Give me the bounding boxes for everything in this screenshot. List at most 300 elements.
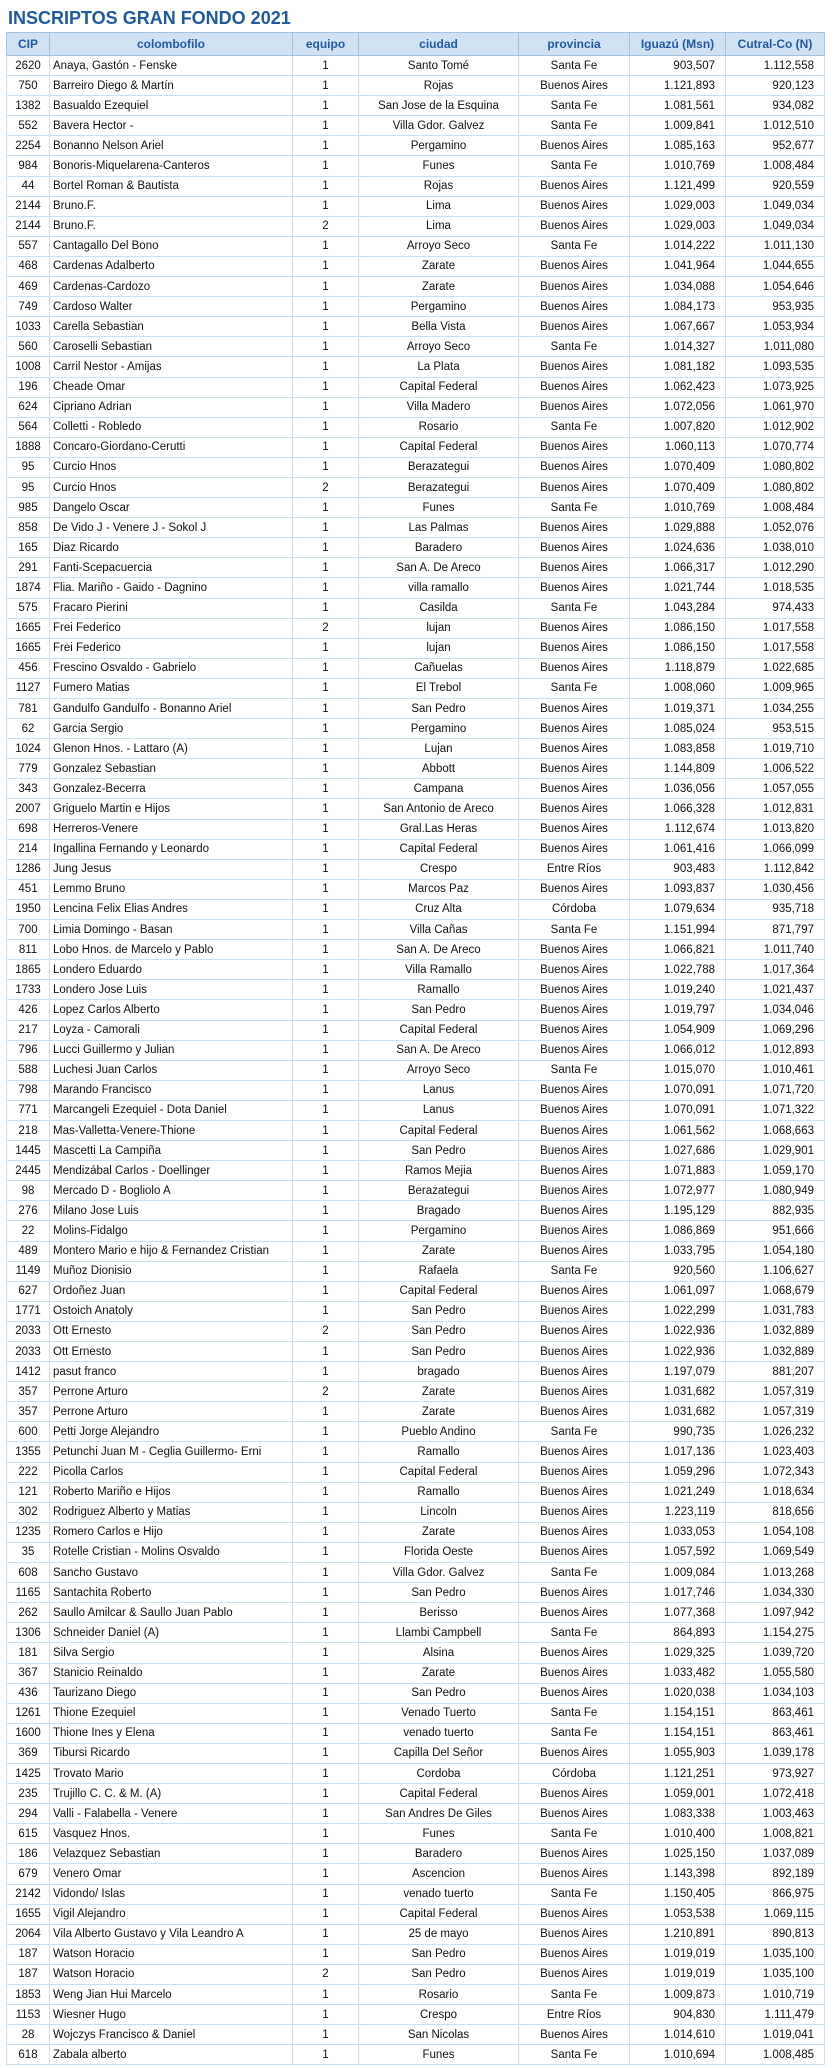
cell-equipo: 1 [293,56,359,76]
cell-ciudad: Capital Federal [359,377,519,397]
table-row [7,1422,825,1442]
cell-cip: 1165 [7,1583,50,1603]
cell-provincia: Buenos Aires [519,658,630,678]
cell-colombofilo: Jung Jesus [50,859,293,879]
cell-equipo: 1 [293,1342,359,1362]
cell-cip: 858 [7,518,50,538]
cell-cutral-co: 1.010,719 [726,1985,825,2005]
table-row [7,1904,825,1924]
cell-provincia: Santa Fe [519,598,630,618]
cell-ciudad: Capital Federal [359,839,519,859]
cell-cutral-co: 953,515 [726,719,825,739]
cell-colombofilo: Vidondo/ Islas [50,1884,293,1904]
cell-cutral-co: 1.039,720 [726,1643,825,1663]
cell-colombofilo: Cardenas Adalberto [50,256,293,276]
cell-cutral-co: 1.029,901 [726,1141,825,1161]
cell-cutral-co: 1.066,099 [726,839,825,859]
cell-cutral-co: 1.034,255 [726,699,825,719]
cell-iguazu: 1.007,820 [630,417,726,437]
cell-colombofilo: Rodriguez Alberto y Matias [50,1502,293,1522]
table-row [7,1362,825,1382]
cell-cip: 1425 [7,1763,50,1783]
cell-iguazu: 1.093,837 [630,879,726,899]
cell-cip: 575 [7,598,50,618]
cell-colombofilo: Glenon Hnos. - Lattaro (A) [50,739,293,759]
cell-colombofilo: Muñoz Dionisio [50,1261,293,1281]
cell-iguazu: 1.066,012 [630,1040,726,1060]
cell-ciudad: Gral.Las Heras [359,819,519,839]
cell-iguazu: 1.210,891 [630,1924,726,1944]
cell-provincia: Buenos Aires [519,477,630,497]
cell-ciudad: Berisso [359,1603,519,1623]
cell-equipo: 1 [293,337,359,357]
cell-equipo: 1 [293,1904,359,1924]
cell-provincia: Buenos Aires [519,76,630,96]
cell-provincia: Santa Fe [519,1623,630,1643]
cell-iguazu: 920,560 [630,1261,726,1281]
table-row [7,1402,825,1422]
cell-cutral-co: 974,433 [726,598,825,618]
cell-ciudad: Ramos Mejia [359,1161,519,1181]
cell-cip: 343 [7,779,50,799]
cell-cutral-co: 1.034,103 [726,1683,825,1703]
cell-provincia: Buenos Aires [519,1784,630,1804]
cell-equipo: 1 [293,598,359,618]
cell-ciudad: San Nicolas [359,2025,519,2045]
cell-ciudad: Zarate [359,1241,519,1261]
cell-iguazu: 1.020,038 [630,1683,726,1703]
cell-cutral-co: 1.035,100 [726,1944,825,1964]
cell-iguazu: 1.151,994 [630,920,726,940]
cell-provincia: Buenos Aires [519,1542,630,1562]
cell-cutral-co: 1.018,634 [726,1482,825,1502]
cell-cutral-co: 1.019,710 [726,739,825,759]
cell-colombofilo: Petti Jorge Alejandro [50,1422,293,1442]
cell-ciudad: Zarate [359,277,519,297]
cell-ciudad: Rosario [359,417,519,437]
cell-iguazu: 1.197,079 [630,1362,726,1382]
cell-ciudad: Lima [359,196,519,216]
cell-cutral-co: 1.071,322 [726,1100,825,1120]
cell-ciudad: Marcos Paz [359,879,519,899]
cell-colombofilo: Molins-Fidalgo [50,1221,293,1241]
cell-cutral-co: 1.154,275 [726,1623,825,1643]
cell-cip: 294 [7,1804,50,1824]
cell-ciudad: Lanus [359,1080,519,1100]
cell-equipo: 1 [293,799,359,819]
table-row [7,1462,825,1482]
cell-ciudad: Lujan [359,739,519,759]
cell-cip: 95 [7,457,50,477]
cell-colombofilo: Anaya, Gastón - Fenske [50,56,293,76]
table-row [7,176,825,196]
cell-ciudad: Zarate [359,256,519,276]
cell-cip: 468 [7,256,50,276]
cell-cip: 187 [7,1964,50,1984]
cell-ciudad: Pergamino [359,297,519,317]
cell-ciudad: San A. De Areco [359,1040,519,1060]
cell-ciudad: venado tuerto [359,1884,519,1904]
cell-equipo: 1 [293,940,359,960]
cell-provincia: Buenos Aires [519,196,630,216]
cell-equipo: 1 [293,719,359,739]
cell-equipo: 1 [293,759,359,779]
cell-provincia: Buenos Aires [519,136,630,156]
cell-equipo: 1 [293,879,359,899]
cell-colombofilo: Thione Ezequiel [50,1703,293,1723]
cell-ciudad: Venado Tuerto [359,1703,519,1723]
cell-cip: 2445 [7,1161,50,1181]
cell-iguazu: 1.143,398 [630,1864,726,1884]
cell-equipo: 1 [293,1301,359,1321]
cell-colombofilo: Vila Alberto Gustavo y Vila Leandro A [50,1924,293,1944]
cell-cip: 1355 [7,1442,50,1462]
table-row [7,156,825,176]
cell-cutral-co: 1.038,010 [726,538,825,558]
cell-provincia: Buenos Aires [519,377,630,397]
cell-iguazu: 1.019,797 [630,1000,726,1020]
cell-colombofilo: Barreiro Diego & Martín [50,76,293,96]
cell-equipo: 1 [293,1924,359,1944]
cell-provincia: Buenos Aires [519,1502,630,1522]
cell-iguazu: 1.070,409 [630,457,726,477]
cell-iguazu: 1.010,769 [630,498,726,518]
cell-colombofilo: Marcangeli Ezequiel - Dota Daniel [50,1100,293,1120]
cell-equipo: 2 [293,216,359,236]
cell-equipo: 1 [293,236,359,256]
cell-iguazu: 1.017,746 [630,1583,726,1603]
cell-cip: 218 [7,1120,50,1140]
cell-equipo: 1 [293,1281,359,1301]
table-row [7,678,825,698]
cell-equipo: 1 [293,437,359,457]
cell-cip: 235 [7,1784,50,1804]
cell-cutral-co: 1.052,076 [726,518,825,538]
cell-ciudad: Baradero [359,538,519,558]
cell-equipo: 1 [293,176,359,196]
table-row [7,920,825,940]
table-row [7,1703,825,1723]
cell-cip: 44 [7,176,50,196]
cell-colombofilo: Perrone Arturo [50,1382,293,1402]
registrants-table [6,32,825,2065]
cell-cip: 357 [7,1382,50,1402]
table-row [7,879,825,899]
page-title: INSCRIPTOS GRAN FONDO 2021 [8,8,291,28]
table-row [7,1141,825,1161]
cell-equipo: 1 [293,357,359,377]
cell-equipo: 1 [293,1663,359,1683]
cell-cip: 196 [7,377,50,397]
table-row [7,1502,825,1522]
header-ciudad: ciudad [359,33,519,56]
cell-provincia: Santa Fe [519,156,630,176]
table-row [7,477,825,497]
cell-equipo: 1 [293,2005,359,2025]
cell-provincia: Buenos Aires [519,317,630,337]
cell-ciudad: Zarate [359,1382,519,1402]
cell-provincia: Buenos Aires [519,638,630,658]
cell-cip: 2033 [7,1321,50,1341]
cell-iguazu: 1.059,001 [630,1784,726,1804]
cell-colombofilo: Petunchi Juan M - Ceglia Guillermo- Erni [50,1442,293,1462]
cell-iguazu: 1.066,328 [630,799,726,819]
cell-cutral-co: 1.049,034 [726,196,825,216]
table-row [7,1321,825,1341]
cell-provincia: Buenos Aires [519,1301,630,1321]
table-row [7,819,825,839]
table-row [7,1542,825,1562]
table-row [7,277,825,297]
cell-ciudad: Pergamino [359,1221,519,1241]
table-row [7,1241,825,1261]
table-row [7,839,825,859]
cell-cip: 779 [7,759,50,779]
cell-iguazu: 1.144,809 [630,759,726,779]
cell-cutral-co: 934,082 [726,96,825,116]
cell-ciudad: San Pedro [359,1321,519,1341]
cell-provincia: Buenos Aires [519,1462,630,1482]
cell-cutral-co: 1.032,889 [726,1342,825,1362]
cell-cip: 1033 [7,317,50,337]
cell-cutral-co: 1.023,403 [726,1442,825,1462]
table-row [7,799,825,819]
cell-cutral-co: 1.070,774 [726,437,825,457]
cell-equipo: 1 [293,1221,359,1241]
cell-colombofilo: Frescino Osvaldo - Gabrielo [50,658,293,678]
cell-ciudad: San Pedro [359,1000,519,1020]
cell-ciudad: Pergamino [359,719,519,739]
cell-provincia: Buenos Aires [519,1362,630,1382]
table-row [7,1804,825,1824]
cell-colombofilo: Fumero Matias [50,678,293,698]
cell-ciudad: Cordoba [359,1763,519,1783]
cell-colombofilo: Vigil Alejandro [50,1904,293,1924]
cell-cip: 1665 [7,618,50,638]
table-row [7,1201,825,1221]
cell-colombofilo: Bonoris-Miquelarena-Canteros [50,156,293,176]
cell-equipo: 1 [293,1000,359,1020]
cell-cip: 771 [7,1100,50,1120]
cell-colombofilo: Cardoso Walter [50,297,293,317]
cell-cip: 557 [7,236,50,256]
cell-cip: 1655 [7,1904,50,1924]
cell-provincia: Buenos Aires [519,578,630,598]
cell-equipo: 1 [293,699,359,719]
cell-cutral-co: 951,666 [726,1221,825,1241]
cell-iguazu: 1.010,694 [630,2045,726,2065]
cell-cutral-co: 1.080,949 [726,1181,825,1201]
table-row [7,1020,825,1040]
cell-provincia: Buenos Aires [519,256,630,276]
cell-colombofilo: Lemmo Bruno [50,879,293,899]
table-row [7,899,825,919]
cell-cutral-co: 1.037,089 [726,1844,825,1864]
cell-colombofilo: Velazquez Sebastian [50,1844,293,1864]
cell-cip: 1865 [7,960,50,980]
cell-iguazu: 1.033,053 [630,1522,726,1542]
table-row [7,1924,825,1944]
cell-equipo: 1 [293,1462,359,1482]
cell-colombofilo: Ordoñez Juan [50,1281,293,1301]
cell-equipo: 1 [293,156,359,176]
cell-cutral-co: 1.072,418 [726,1784,825,1804]
cell-cip: 2144 [7,196,50,216]
cell-provincia: Buenos Aires [519,1141,630,1161]
cell-colombofilo: Mascetti La Campiña [50,1141,293,1161]
table-row [7,859,825,879]
cell-ciudad: San Pedro [359,1583,519,1603]
cell-cip: 469 [7,277,50,297]
cell-cip: 1382 [7,96,50,116]
cell-ciudad: La Plata [359,357,519,377]
cell-ciudad: Capilla Del Señor [359,1743,519,1763]
cell-cutral-co: 1.019,041 [726,2025,825,2045]
cell-cutral-co: 1.112,558 [726,56,825,76]
cell-equipo: 1 [293,76,359,96]
cell-equipo: 1 [293,1422,359,1442]
cell-ciudad: Arroyo Seco [359,236,519,256]
cell-ciudad: Arroyo Seco [359,1060,519,1080]
cell-provincia: Santa Fe [519,56,630,76]
cell-cutral-co: 1.106,627 [726,1261,825,1281]
cell-equipo: 1 [293,1141,359,1161]
cell-cutral-co: 1.080,802 [726,477,825,497]
cell-iguazu: 1.014,610 [630,2025,726,2045]
table-row [7,2045,825,2065]
cell-iguazu: 1.009,084 [630,1563,726,1583]
cell-cutral-co: 1.031,783 [726,1301,825,1321]
cell-iguazu: 1.010,400 [630,1824,726,1844]
cell-equipo: 1 [293,779,359,799]
cell-cip: 552 [7,116,50,136]
cell-iguazu: 1.043,284 [630,598,726,618]
cell-iguazu: 1.009,841 [630,116,726,136]
cell-equipo: 1 [293,1864,359,1884]
cell-colombofilo: Ott Ernesto [50,1321,293,1341]
cell-cip: 98 [7,1181,50,1201]
cell-ciudad: Crespo [359,859,519,879]
cell-iguazu: 1.195,129 [630,1201,726,1221]
cell-provincia: Buenos Aires [519,216,630,236]
cell-provincia: Santa Fe [519,920,630,940]
cell-cip: 2064 [7,1924,50,1944]
cell-provincia: Buenos Aires [519,1603,630,1623]
cell-cip: 1306 [7,1623,50,1643]
cell-ciudad: Baradero [359,1844,519,1864]
cell-iguazu: 1.070,091 [630,1080,726,1100]
cell-colombofilo: Taurizano Diego [50,1683,293,1703]
cell-provincia: Santa Fe [519,1703,630,1723]
cell-colombofilo: Bortel Roman & Bautista [50,176,293,196]
cell-ciudad: Lanus [359,1100,519,1120]
cell-equipo: 1 [293,96,359,116]
cell-cip: 1235 [7,1522,50,1542]
cell-cip: 560 [7,337,50,357]
cell-ciudad: San Pedro [359,699,519,719]
cell-iguazu: 1.084,173 [630,297,726,317]
table-row [7,437,825,457]
cell-cip: 262 [7,1603,50,1623]
table-row [7,1985,825,2005]
cell-cip: 1127 [7,678,50,698]
cell-cutral-co: 1.010,461 [726,1060,825,1080]
cell-equipo: 1 [293,1362,359,1382]
cell-colombofilo: pasut franco [50,1362,293,1382]
table-row [7,1623,825,1643]
cell-provincia: Santa Fe [519,2045,630,2065]
cell-provincia: Buenos Aires [519,1000,630,1020]
cell-cip: 624 [7,397,50,417]
cell-cutral-co: 1.068,679 [726,1281,825,1301]
cell-iguazu: 1.029,325 [630,1643,726,1663]
table-row [7,618,825,638]
cell-iguazu: 1.086,150 [630,618,726,638]
cell-iguazu: 1.061,562 [630,1120,726,1140]
cell-provincia: Buenos Aires [519,1844,630,1864]
cell-provincia: Buenos Aires [519,2025,630,2045]
cell-colombofilo: Frei Federico [50,618,293,638]
cell-equipo: 1 [293,980,359,1000]
table-row [7,1442,825,1462]
cell-colombofilo: Perrone Arturo [50,1402,293,1422]
cell-ciudad: Rojas [359,176,519,196]
cell-cutral-co: 935,718 [726,899,825,919]
cell-cip: 62 [7,719,50,739]
table-row [7,1964,825,1984]
cell-colombofilo: Carril Nestor - Amijas [50,357,293,377]
cell-cip: 187 [7,1944,50,1964]
cell-equipo: 1 [293,1623,359,1643]
cell-cutral-co: 1.093,535 [726,357,825,377]
cell-iguazu: 1.066,821 [630,940,726,960]
cell-cutral-co: 1.111,479 [726,2005,825,2025]
cell-colombofilo: Santachita Roberto [50,1583,293,1603]
cell-equipo: 1 [293,1603,359,1623]
cell-equipo: 1 [293,417,359,437]
cell-equipo: 1 [293,1261,359,1281]
cell-equipo: 1 [293,1944,359,1964]
cell-provincia: Santa Fe [519,1723,630,1743]
cell-iguazu: 1.022,936 [630,1342,726,1362]
cell-equipo: 1 [293,1643,359,1663]
cell-iguazu: 1.033,795 [630,1241,726,1261]
cell-equipo: 1 [293,1442,359,1462]
cell-cip: 121 [7,1482,50,1502]
cell-colombofilo: Valli - Falabella - Venere [50,1804,293,1824]
cell-provincia: Buenos Aires [519,940,630,960]
cell-ciudad: Ramallo [359,1442,519,1462]
cell-iguazu: 1.086,150 [630,638,726,658]
table-row [7,1683,825,1703]
cell-ciudad: Lincoln [359,1502,519,1522]
cell-colombofilo: Gandulfo Gandulfo - Bonanno Ariel [50,699,293,719]
cell-cip: 627 [7,1281,50,1301]
cell-equipo: 1 [293,1583,359,1603]
cell-ciudad: San Antonio de Areco [359,799,519,819]
cell-provincia: Santa Fe [519,337,630,357]
cell-ciudad: Bragado [359,1201,519,1221]
cell-equipo: 1 [293,1703,359,1723]
cell-colombofilo: Wojczys Francisco & Daniel [50,2025,293,2045]
cell-provincia: Buenos Aires [519,1663,630,1683]
cell-equipo: 1 [293,518,359,538]
cell-cutral-co: 1.059,170 [726,1161,825,1181]
table-row [7,397,825,417]
cell-cutral-co: 1.112,842 [726,859,825,879]
table-row [7,2005,825,2025]
cell-ciudad: Florida Oeste [359,1542,519,1562]
